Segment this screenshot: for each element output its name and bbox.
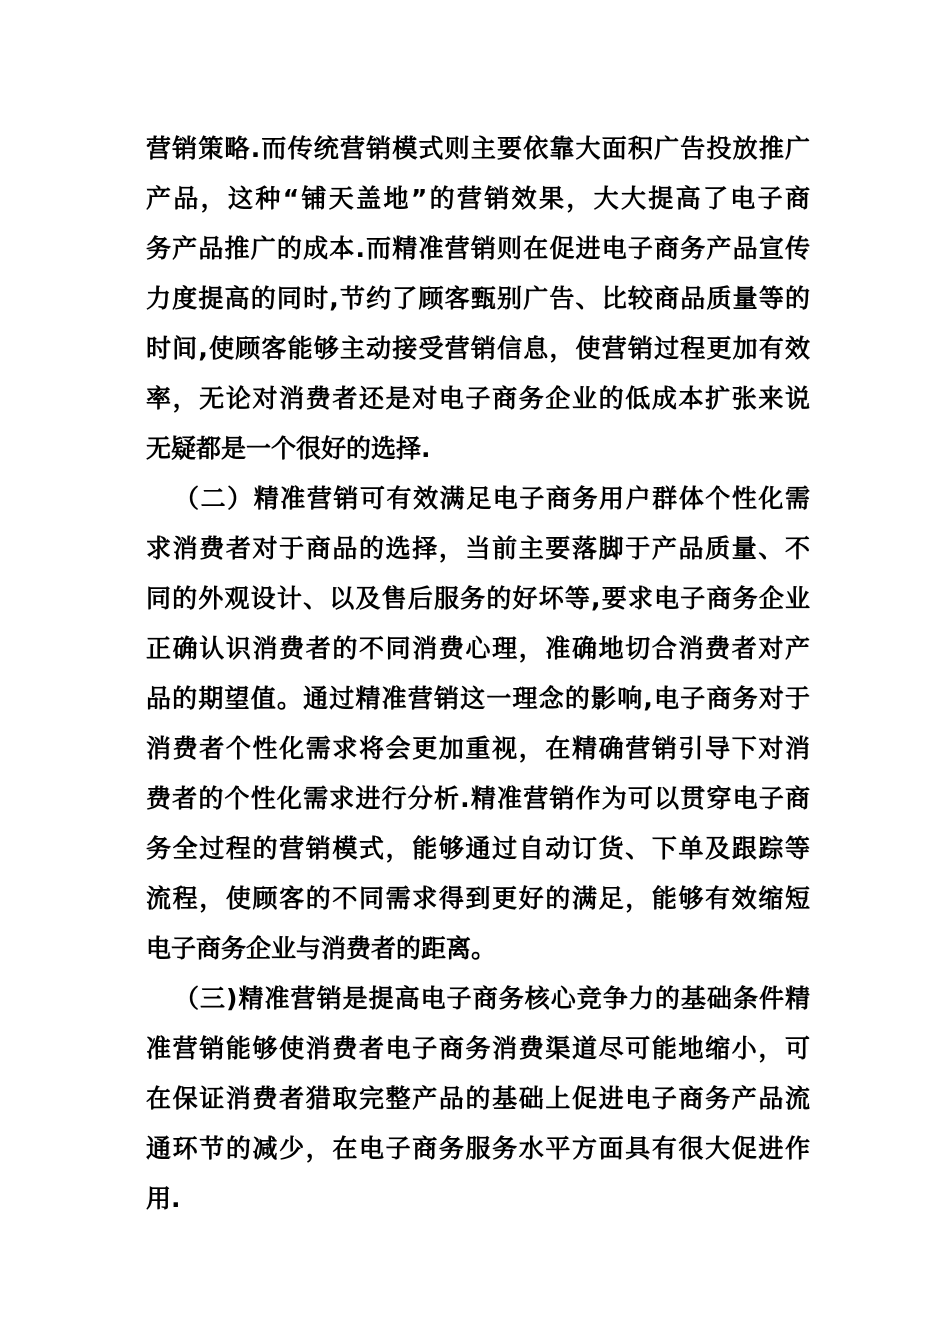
text-line: 流程，使顾客的不同需求得到更好的满足，能够有效缩短 (146, 884, 810, 913)
text-line: 力度提高的同时,节约了顾客甄别广告、比较商品质量等的 (146, 284, 810, 313)
text-line: 率，无论对消费者还是对电子商务企业的低成本扩张来说 (146, 384, 810, 413)
text-line: 电子商务企业与消费者的距离。 (146, 934, 497, 963)
section-heading-line: （二）精准营销可有效满足电子商务用户群体个性化需 (174, 484, 810, 513)
text-line: 时间,使顾客能够主动接受营销信息，使营销过程更加有效 (146, 334, 810, 363)
text-line: 品的期望值。通过精准营销这一理念的影响,电子商务对于 (146, 684, 810, 713)
text-line: 准营销能够使消费者电子商务消费渠道尽可能地缩小，可 (146, 1034, 810, 1063)
text-line: 求消费者对于商品的选择，当前主要落脚于产品质量、不 (146, 534, 810, 563)
section-heading-line: （三)精准营销是提高电子商务核心竞争力的基础条件精 (174, 984, 810, 1013)
text-line: 营销策略.而传统营销模式则主要依靠大面积广告投放推广 (146, 134, 810, 163)
text-line: 在保证消费者猎取完整产品的基础上促进电子商务产品流 (146, 1084, 810, 1113)
body-text (146, 124, 810, 1224)
text-line: 用. (146, 1184, 181, 1213)
text-line: 通环节的减少，在电子商务服务水平方面具有很大促进作 (146, 1134, 810, 1163)
text-line: 消费者个性化需求将会更加重视，在精确营销引导下对消 (146, 734, 810, 763)
text-line: 费者的个性化需求进行分析.精准营销作为可以贯穿电子商 (146, 784, 810, 813)
text-line: 务全过程的营销模式，能够通过自动订货、下单及跟踪等 (146, 834, 810, 863)
text-line: 正确认识消费者的不同消费心理，准确地切合消费者对产 (146, 634, 810, 663)
text-line: 同的外观设计、以及售后服务的好坏等,要求电子商务企业 (146, 584, 810, 613)
text-line: 务产品推广的成本.而精准营销则在促进电子商务产品宣传 (146, 234, 810, 263)
text-line: 产品，这种“铺天盖地”的营销效果，大大提高了电子商 (146, 184, 810, 213)
text-line: 无疑都是一个很好的选择. (146, 434, 431, 463)
